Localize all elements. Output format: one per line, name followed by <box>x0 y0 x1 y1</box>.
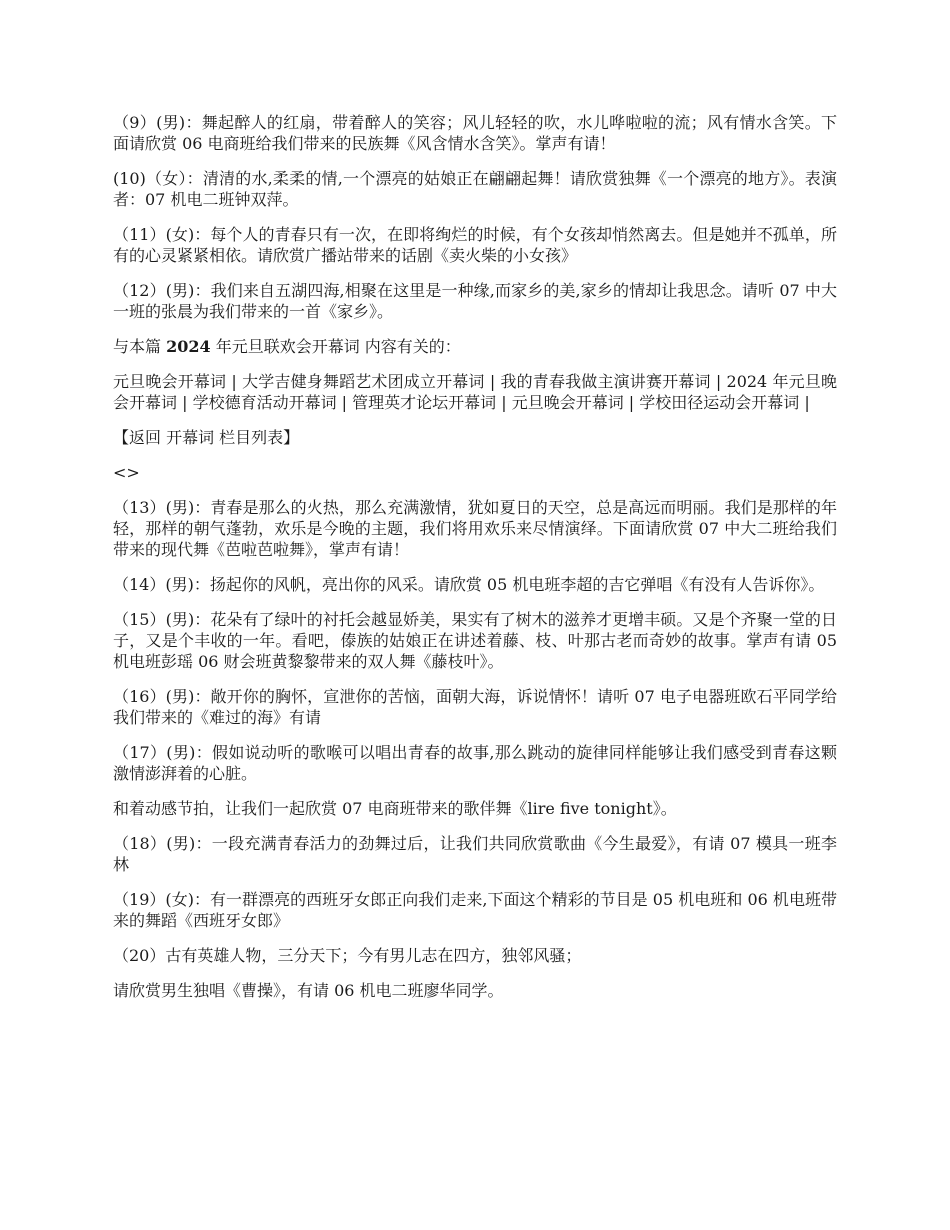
paragraph-11: （11）(女)：每个人的青春只有一次，在即将绚烂的时候，有个女孩却悄然离去。但是她并不孤单，所有的心灵紧紧相依。请欣赏广播站带来的话剧《卖火柴的小女孩》 <box>113 225 837 265</box>
related-suffix: 年元旦联欢会开幕词 内容有关的： <box>210 337 461 356</box>
paragraph-10: (10)（女）：清清的水,柔柔的情,一个漂亮的姑娘正在翩翩起舞！请欣赏独舞《一个漂亮的地方》。表演者：07 机电二班钟双萍。 <box>113 169 837 209</box>
related-heading <box>113 336 837 357</box>
paragraph-12: （12）(男)：我们来自五湖四海,相聚在这里是一种缘,而家乡的美,家乡的情却让我思念。请听 07 中大一班的张晨为我们带来的一首《家乡》。 <box>113 281 837 321</box>
paragraph-17-cont: 和着动感节拍，让我们一起欣赏 07 电商班带来的歌伴舞《lire five tonight》。 <box>113 799 677 818</box>
paragraph-13: （13）(男)：青春是那么的火热，那么充满激情，犹如夏日的天空，总是高远而明丽。我们是那样的年轻，那样的朝气蓬勃，欢乐是今晚的主题，我们将用欢乐来尽情演绎。下面请欣赏 07 中大二班给我们带来的现代舞《芭啦芭啦舞》，掌声有请！ <box>113 498 837 559</box>
related-prefix: 与本篇 <box>113 337 167 356</box>
paragraph-9: （9）(男)：舞起醉人的红扇，带着醉人的笑容；风儿轻轻的吹，水儿哗啦啦的流；风有情水含笑。下面请欣赏 06 电商班给我们带来的民族舞《风含情水含笑》。掌声有请！ <box>113 113 837 153</box>
related-links[interactable]: 元旦晚会开幕词 | 大学吉健身舞蹈艺术团成立开幕词 | 我的青春我做主演讲赛开幕词 | 2024 年元旦晚会开幕词 | 学校德育活动开幕词 | 管理英才论坛开幕词 | 元旦晚会开幕词 | 学校田径运动会开幕词 | <box>113 372 837 412</box>
paragraph-17: （17）(男)：假如说动听的歌喉可以唱出青春的故事,那么跳动的旋律同样能够让我们感受到青春这颗激情澎湃着的心脏。 <box>113 743 837 783</box>
paragraph-14: （14）(男)：扬起你的风帆，亮出你的风采。请欣赏 05 机电班李超的吉它弹唱《有没有人告诉你》。 <box>113 575 825 594</box>
back-to-list-link[interactable]: 【返回 开幕词 栏目列表】 <box>113 428 300 447</box>
related-year: 2024 <box>166 337 211 356</box>
paragraph-15: （15）(男)：花朵有了绿叶的衬托会越显娇美，果实有了树木的滋养才更增丰硕。又是个齐聚一堂的日子，又是个丰收的一年。看吧，傣族的姑娘正在讲述着藤、枝、叶那古老而奇妙的故事。掌声有请 05 机电班彭瑶 06 财会班黄黎黎带来的双人舞《藤枝叶》。 <box>113 610 837 671</box>
document-body <box>113 112 837 1015</box>
paragraph-19: （19）(女)：有一群漂亮的西班牙女郎正向我们走来,下面这个精彩的节目是 05 机电班和 06 机电班带来的舞蹈《西班牙女郎》 <box>113 890 837 930</box>
separator: <> <box>113 463 140 482</box>
paragraph-20-cont: 请欣赏男生独唱《曹操》，有请 06 机电二班廖华同学。 <box>113 981 504 1000</box>
paragraph-20: （20）古有英雄人物，三分天下；今有男儿志在四方，独邻风骚； <box>113 946 582 965</box>
paragraph-16: （16）(男)：敞开你的胸怀，宣泄你的苦恼，面朝大海，诉说情怀！请听 07 电子电器班欧石平同学给我们带来的《难过的海》有请 <box>113 687 837 727</box>
paragraph-18: （18）(男)：一段充满青春活力的劲舞过后，让我们共同欣赏歌曲《今生最爱》，有请 07 模具一班李林 <box>113 834 837 874</box>
